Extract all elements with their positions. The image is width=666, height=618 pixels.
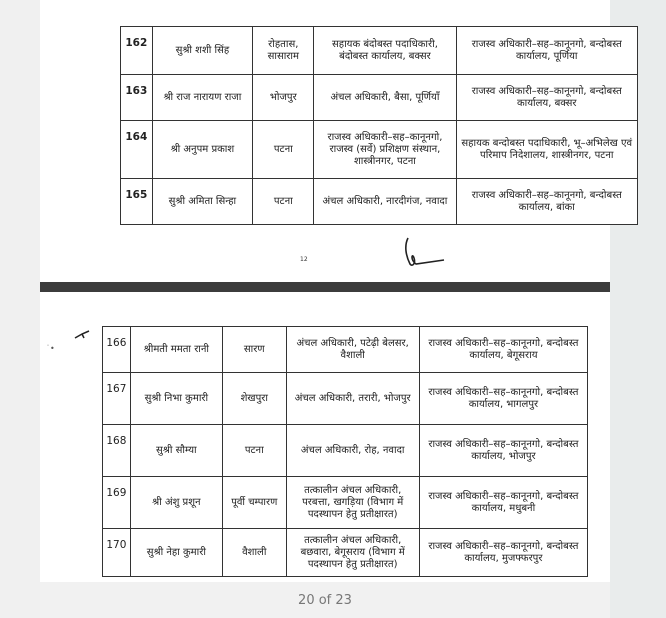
row-new-post: राजस्व अधिकारी–सह–कानूनगो, बन्दोबस्त कार्यालय, भागलपुर [419, 373, 587, 425]
row-name: सुश्री निभा कुमारी [130, 373, 222, 425]
table-row [121, 27, 638, 75]
row-current-post: राजस्व अधिकारी–सह–कानूनगो, राजस्व (सर्वे) प्रशिक्षण संस्थान, शास्त्रीनगर, पटना [314, 121, 456, 179]
page-separator [40, 282, 610, 292]
signature-image [400, 234, 450, 270]
scan-speck: ˙• [46, 344, 55, 353]
table-row [103, 373, 588, 425]
row-new-post: राजस्व अधिकारी–सह–कानूनगो, बन्दोबस्त कार्यालय, भोजपुर [419, 425, 587, 477]
viewer-background-left [0, 0, 40, 618]
posting-table-page-1 [120, 26, 638, 225]
table-row [103, 477, 588, 529]
table-row [121, 75, 638, 121]
row-name: सुश्री नेहा कुमारी [130, 529, 222, 577]
table-row [103, 327, 588, 373]
row-district: भोजपुर [253, 75, 314, 121]
row-new-post: राजस्व अधिकारी–सह–कानूनगो, बन्दोबस्त कार्यालय, बेगूसराय [419, 327, 587, 373]
row-new-post: राजस्व अधिकारी–सह–कानूनगो, बन्दोबस्त कार्यालय, मधुबनी [419, 477, 587, 529]
row-district: पटना [253, 179, 314, 225]
row-new-post: राजस्व अधिकारी–सह–कानूनगो, बन्दोबस्त कार्यालय, बक्सर [456, 75, 638, 121]
row-district: सारण [222, 327, 286, 373]
pen-mark-icon [74, 330, 90, 340]
row-current-post: अंचल अधिकारी, नारदीगंज, नवादा [314, 179, 456, 225]
row-current-post: अंचल अधिकारी, पटेढ़ी बेलसर, वैशाली [286, 327, 419, 373]
row-district: रोहतास, सासाराम [253, 27, 314, 75]
table-row [103, 425, 588, 477]
row-name: श्री अंशु प्रशून [130, 477, 222, 529]
posting-table-page-2 [102, 326, 588, 577]
row-new-post: राजस्व अधिकारी–सह–कानूनगो, बन्दोबस्त कार्यालय, मुजफ्फरपुर [419, 529, 587, 577]
row-district: शेखपुरा [222, 373, 286, 425]
row-serial: 162 [121, 27, 153, 75]
table-row [121, 179, 638, 225]
row-serial: 170 [103, 529, 131, 577]
row-serial: 163 [121, 75, 153, 121]
document-page-13 [40, 292, 610, 582]
row-serial: 168 [103, 425, 131, 477]
row-name: सुश्री शशी सिंह [152, 27, 253, 75]
row-current-post: अंचल अधिकारी, बैसा, पूर्णियाँ [314, 75, 456, 121]
page-number: 12 [300, 256, 308, 263]
row-name: सुश्री सौम्या [130, 425, 222, 477]
row-new-post: राजस्व अधिकारी–सह–कानूनगो, बन्दोबस्त कार्यालय, पूर्णिया [456, 27, 638, 75]
row-current-post: अंचल अधिकारी, तरारी, भोजपुर [286, 373, 419, 425]
document-page-12 [40, 0, 633, 282]
row-district: वैशाली [222, 529, 286, 577]
page-indicator: 20 of 23 [298, 593, 352, 608]
row-new-post: सहायक बन्दोबस्त पदाधिकारी, भू–अभिलेख एवं परिमाप निदेशालय, शास्त्रीनगर, पटना [456, 121, 638, 179]
row-district: पटना [222, 425, 286, 477]
row-serial: 167 [103, 373, 131, 425]
row-name: श्री अनुपम प्रकाश [152, 121, 253, 179]
row-district: पटना [253, 121, 314, 179]
row-serial: 166 [103, 327, 131, 373]
row-current-post: सहायक बंदोबस्त पदाधिकारी, बंदोबस्त कार्यालय, बक्सर [314, 27, 456, 75]
row-new-post: राजस्व अधिकारी–सह–कानूनगो, बन्दोबस्त कार्यालय, बांका [456, 179, 638, 225]
row-current-post: तत्कालीन अंचल अधिकारी, परबत्ता, खगड़िया (विभाग में पदस्थापन हेतु प्रतीक्षारत) [286, 477, 419, 529]
row-serial: 169 [103, 477, 131, 529]
table-row [103, 529, 588, 577]
row-name: सुश्री अमिता सिन्हा [152, 179, 253, 225]
row-name: श्रीमती ममता रानी [130, 327, 222, 373]
row-current-post: अंचल अधिकारी, रोह, नवादा [286, 425, 419, 477]
row-serial: 165 [121, 179, 153, 225]
row-district: पूर्वी चम्पारण [222, 477, 286, 529]
row-serial: 164 [121, 121, 153, 179]
row-name: श्री राज नारायण राजा [152, 75, 253, 121]
table-row [121, 121, 638, 179]
row-current-post: तत्कालीन अंचल अधिकारी, बछवारा, बेगूसराय (विभाग में पदस्थापन हेतु प्रतीक्षारत) [286, 529, 419, 577]
